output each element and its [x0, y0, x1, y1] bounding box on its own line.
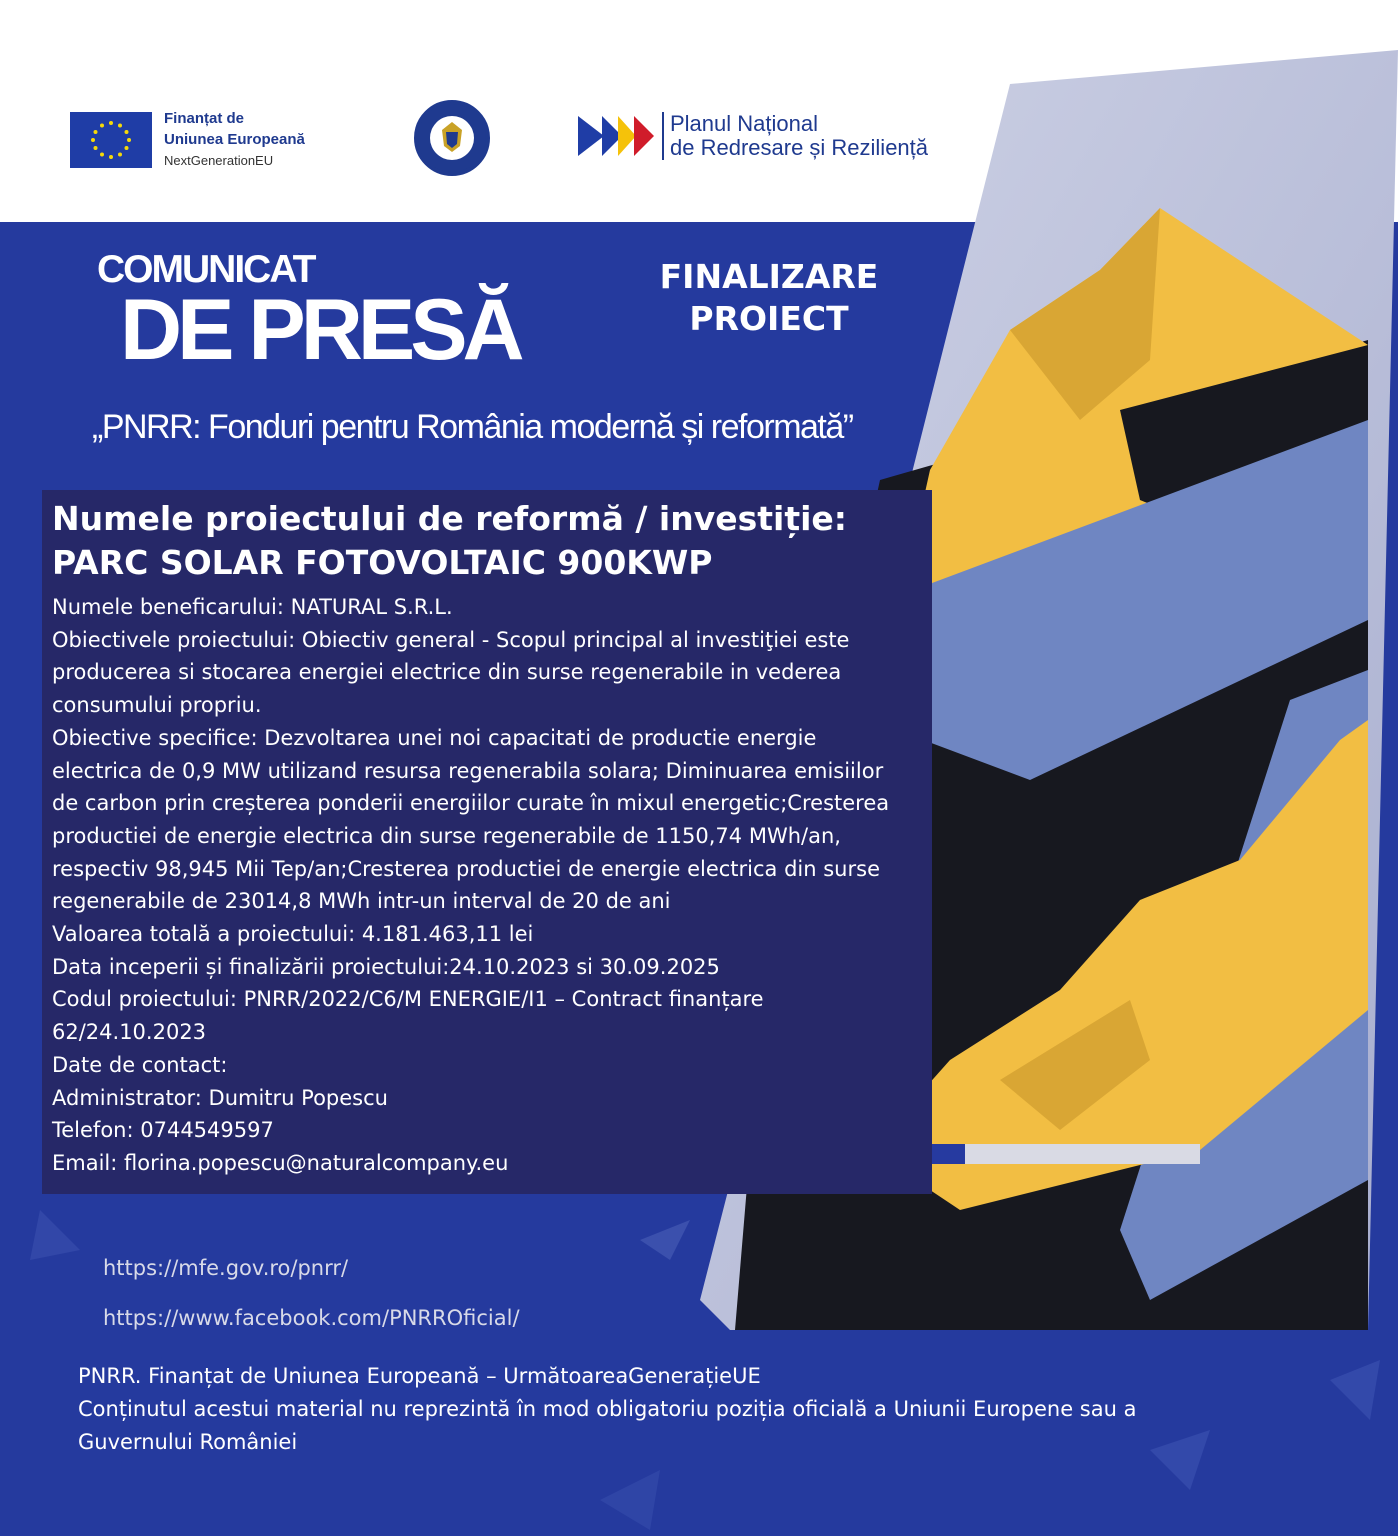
romanian-coat-of-arms-icon — [414, 100, 490, 176]
eu-logo-line3: NextGenerationEU — [164, 153, 274, 168]
eu-logo-line2: Uniunea Europeană — [164, 131, 305, 148]
pnrr-logo-line2: de Redresare și Reziliență — [670, 135, 929, 160]
eu-logo-line1: Finanțat de — [164, 110, 245, 127]
footer-line1: PNRR. Finanțat de Uniunea Europeană – UrmătoareaGenerațieUE — [78, 1364, 761, 1388]
eu-funding-logo — [70, 108, 305, 171]
footer-disclaimer — [78, 1360, 1278, 1459]
contact-email[interactable]: Email: florina.popescu@naturalcompany.eu — [52, 1150, 509, 1175]
pnrr-logo-line1: Planul Național — [670, 111, 818, 136]
project-heading-line2: PARC SOLAR FOTOVOLTAIC 900KWP — [52, 543, 713, 582]
project-line: Administrator: Dumitru Popescu — [52, 1085, 388, 1110]
project-line: 62/24.10.2023 — [52, 1020, 207, 1045]
press-release-title-line2: DE PRESĂ — [120, 282, 520, 378]
project-line: Date de contact: — [52, 1052, 228, 1077]
project-line: productiei de energie electrica din surse regenerabile de 1150,74 MWh/an, — [52, 823, 841, 848]
project-line: regenerabile de 23014,8 MWh intr-un interval de 20 de ani — [52, 889, 671, 914]
project-line: electrica de 0,9 MW utilizand resursa regenerabila solara; Diminuarea emisiilor — [52, 758, 884, 783]
project-line: Numele beneficarului: NATURAL S.R.L. — [52, 595, 453, 619]
art-bg-triangle — [1330, 1360, 1380, 1420]
project-line: Telefon: 0744549597 — [52, 1118, 274, 1143]
art-bg-triangle — [30, 1210, 80, 1260]
pnrr-slogan: „PNRR: Fonduri pentru România modernă și reformată” — [92, 408, 853, 446]
project-line: Obiective specifice: Dezvoltarea unei noi capacitati de productie energie — [52, 725, 817, 750]
project-line: Valoarea totală a proiectului: 4.181.463,11 lei — [52, 922, 534, 947]
pnrr-logo — [578, 112, 928, 160]
art-bg-triangle — [600, 1470, 660, 1530]
press-release-title-line1: COMUNICAT — [97, 248, 315, 291]
eu-flag-icon — [70, 112, 152, 168]
footer-line3: Guvernului României — [78, 1430, 298, 1454]
art-progress-white — [965, 1144, 1200, 1164]
project-line: Data inceperii și finalizării proiectului:24.10.2023 si 30.09.2025 — [52, 954, 720, 979]
art-bg-triangle — [640, 1220, 690, 1260]
pnrr-arrows-icon — [578, 112, 656, 160]
project-line: de carbon prin creșterea ponderii energiilor curate în mixul energetic;Cresterea — [52, 791, 890, 816]
project-line: respectiv 98,945 Mii Tep/an;Cresterea productiei de energie electrica din surse — [52, 856, 880, 881]
project-line: consumului propriu. — [52, 693, 262, 718]
badge-line1: FINALIZARE — [659, 257, 879, 296]
mfe-pnrr-link[interactable]: https://mfe.gov.ro/pnrr/ — [103, 1256, 349, 1280]
footer-line2: Conținutul acestui material nu reprezintă în mod obligatoriu poziția oficială a Uniunii Europene sau a — [78, 1397, 1137, 1421]
badge-line2: PROIECT — [689, 299, 849, 338]
project-line: Codul proiectului: PNRR/2022/C6/M ENERGIE/I1 – Contract finanțare — [52, 987, 764, 1012]
pnrr-logo-text — [670, 112, 928, 160]
facebook-pnrr-link[interactable]: https://www.facebook.com/PNRROficial/ — [103, 1306, 520, 1330]
pnrr-divider — [662, 112, 664, 160]
eu-logo-text — [164, 108, 305, 171]
project-line: Obiectivele proiectului: Obiectiv general - Scopul principal al investiţiei este — [52, 627, 850, 652]
project-line: producerea si stocarea energiei electrice din surse regenerabile in vederea — [52, 660, 842, 685]
project-info-text — [52, 497, 952, 1180]
project-completion-badge — [640, 256, 898, 340]
project-heading-line1: Numele proiectului de reformă / investiție: — [52, 499, 847, 538]
